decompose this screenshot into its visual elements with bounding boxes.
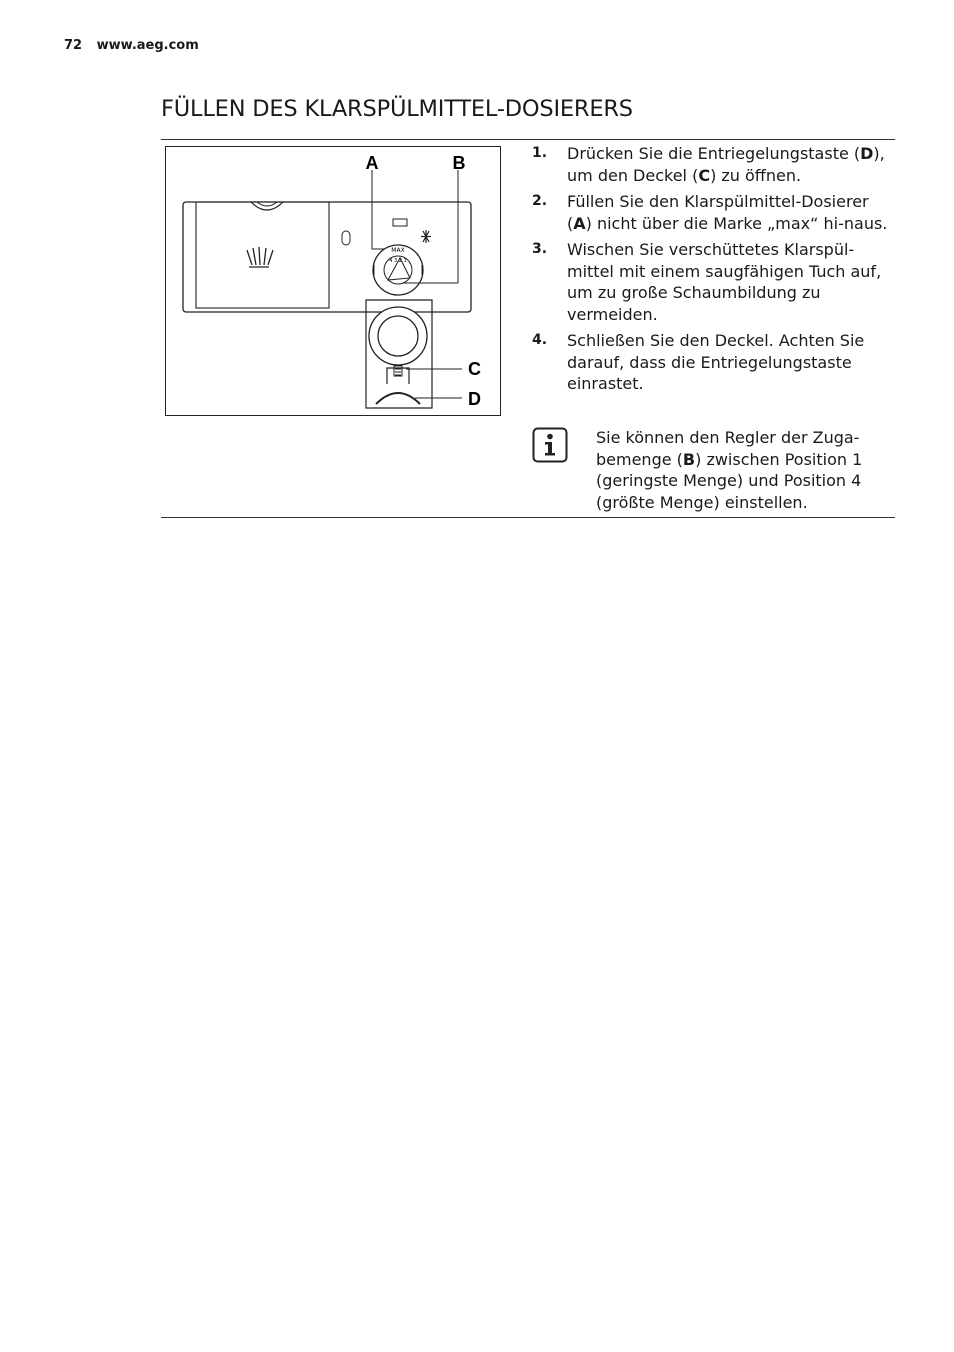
website-link[interactable]: www.aeg.com xyxy=(96,38,199,53)
page-header xyxy=(64,38,199,53)
step-text: Wischen Sie verschüttetes Klarspül-mittel mit einem saugfähigen Tuch auf, um zu große Schaumbildung zu vermeiden. xyxy=(567,240,882,324)
step-4 xyxy=(532,330,888,395)
dial-scale: 4 3 2 1 xyxy=(389,258,407,264)
max-mark: MAX xyxy=(391,247,405,254)
step-text: Schließen Sie den Deckel. Achten Sie darauf, dass die Entriegelungstaste einrastet. xyxy=(567,331,865,393)
section-title: FÜLLEN DES KLARSPÜLMITTEL-DOSIERERS xyxy=(161,96,633,122)
info-icon xyxy=(532,427,568,463)
dispenser-illustration xyxy=(165,146,501,416)
step-text: Drücken Sie die Entriegelungstaste (D), um den Deckel (C) zu öffnen. xyxy=(567,144,885,185)
step-3 xyxy=(532,239,888,325)
step-number: 2. xyxy=(532,193,548,209)
step-number: 1. xyxy=(532,145,548,161)
step-text: Füllen Sie den Klarspülmittel-Dosierer (A) nicht über die Marke „max“ hi-naus. xyxy=(567,192,888,233)
bottom-rule xyxy=(161,517,895,518)
label-c: C xyxy=(468,359,481,379)
label-b: B xyxy=(452,153,466,173)
top-rule xyxy=(161,139,895,140)
step-number: 3. xyxy=(532,241,548,257)
instruction-list xyxy=(532,143,888,400)
rinse-aid-dial xyxy=(373,245,423,295)
step-2 xyxy=(532,191,888,234)
label-d: D xyxy=(468,389,481,409)
step-number: 4. xyxy=(532,332,548,348)
info-note xyxy=(532,427,888,513)
page-number: 72 xyxy=(64,38,83,53)
label-a: A xyxy=(365,153,379,173)
note-text: Sie können den Regler der Zuga-bemenge (B) zwischen Position 1 (geringste Menge) und Position 4 (größte Menge) einstellen. xyxy=(596,428,863,512)
step-1 xyxy=(532,143,888,186)
